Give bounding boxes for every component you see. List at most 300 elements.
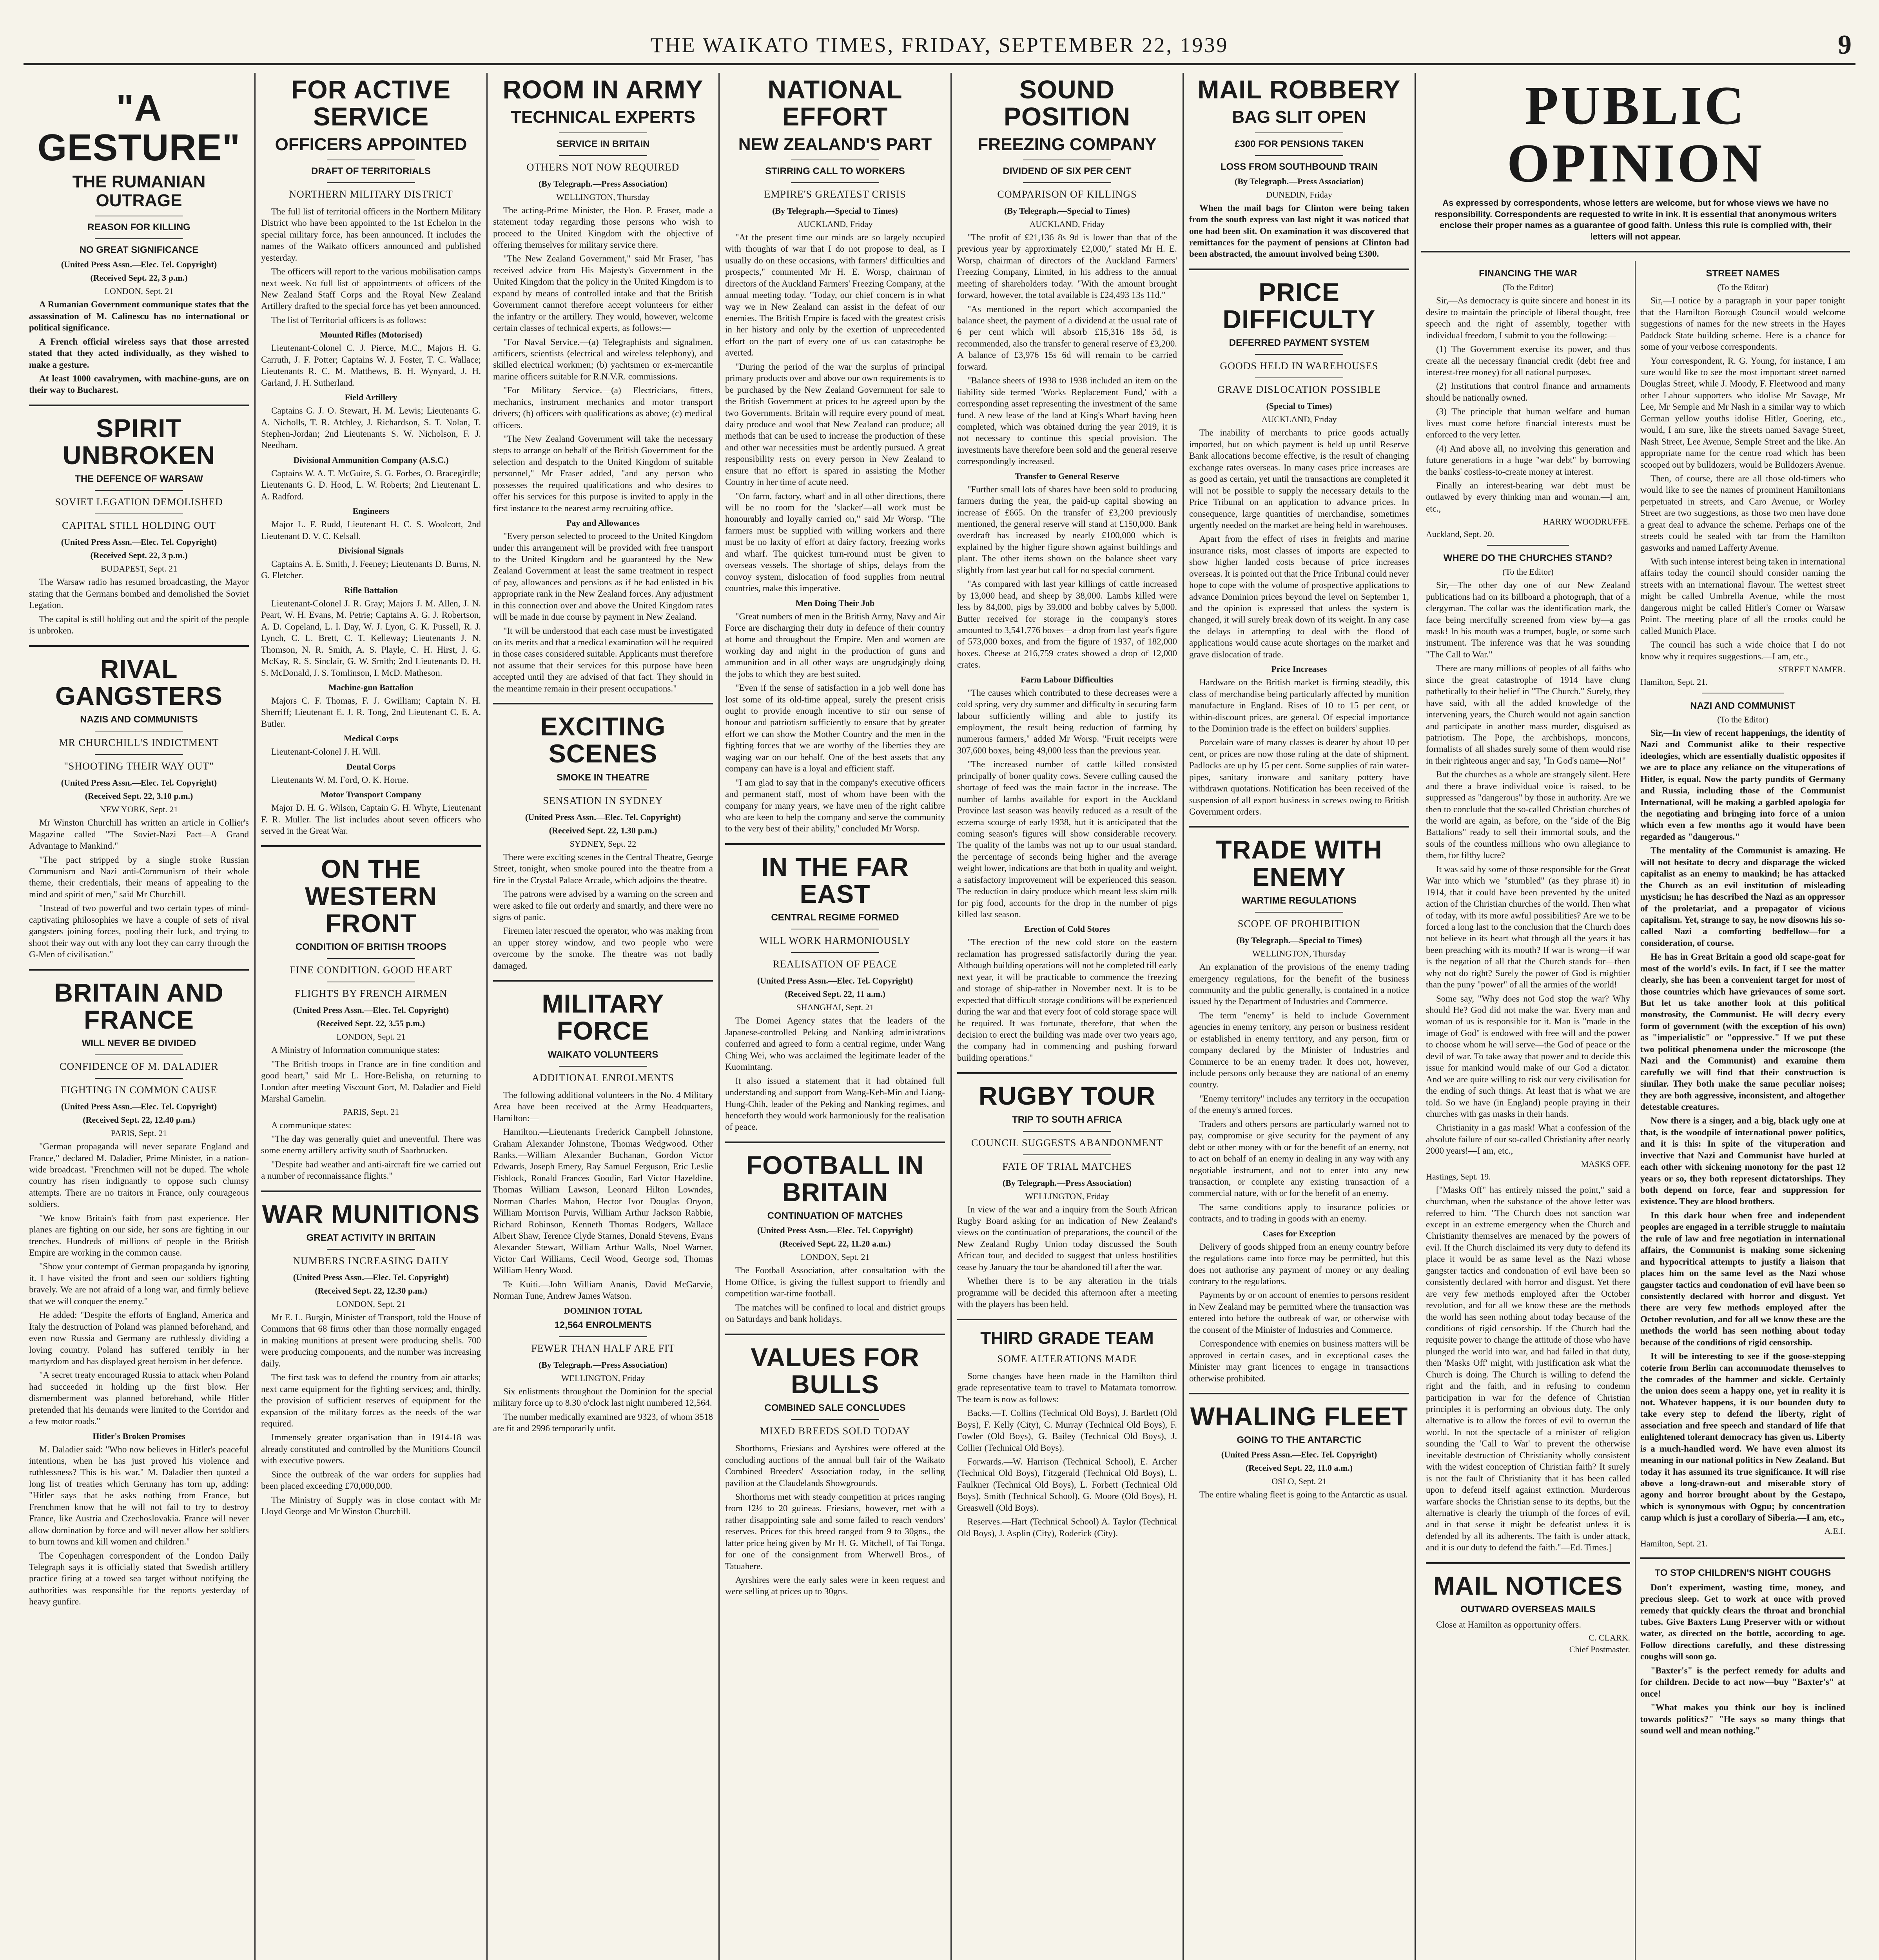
credit: (By Telegraph.—Press Association) xyxy=(1234,176,1364,186)
crosshead: Divisional Ammunition Company (A.S.C.) xyxy=(293,455,449,465)
headline-mail-notices: MAIL NOTICES xyxy=(1433,1571,1623,1600)
credit: (United Press Assn.—Elec. Tel. Copyright) xyxy=(293,1272,449,1283)
crosshead: Dental Corps xyxy=(346,761,396,771)
crosshead: Pay and Allowances xyxy=(566,518,640,528)
deck: LOSS FROM SOUTHBOUND TRAIN xyxy=(1220,161,1378,172)
crosshead: Transfer to General Reserve xyxy=(1015,471,1119,481)
crosshead: Cases for Exception xyxy=(1262,1228,1336,1238)
deck: ADDITIONAL ENROLMENTS xyxy=(531,1072,675,1083)
paragraph: The matches will be confined to local and district groups on Saturdays and bank holidays. xyxy=(725,1302,945,1324)
public-opinion-title: PUBLIC OPINION xyxy=(1507,75,1765,194)
received: (Received Sept. 22, 3 p.m.) xyxy=(90,550,188,561)
paragraph: An explanation of the provisions of the enemy trading emergency regulations, for the benefit of the business community and the public generally, is contained in a notice issued by the Department of Industries and Commerce. xyxy=(1189,962,1409,1007)
paragraph: "Enemy territory" includes any territory in the occupation of the enemy's armed forces. xyxy=(1189,1093,1409,1115)
paragraph: It also issued a statement that it had obtained full understanding and support from Wang-Keh-Min and Liang-Hung-Chih, leader of the Peking and Nanking regimes, and henceforth they would work harmoniously for the realisation of peace. xyxy=(725,1076,945,1132)
paragraph: Hardware on the British market is firming steadily, this class of merchandise being particularly affected by munition manufacture in England. Rises of 10 to 15 per cent, or within-discount prices, are general. Of especial importance to the Dominion trade is the effect on builders' supplies. xyxy=(1189,677,1409,733)
paragraph: Major D. H. G. Wilson, Captain G. H. Whyte, Lieutenant F. R. Muller. The list includes about seven officers who served in the Great War. xyxy=(261,803,481,836)
advert-paragraph: "Baxter's" is the perfect remedy for adults and for children. Decide to act now—buy "Baxter's" at once! xyxy=(1640,1665,1845,1699)
paragraph: Traders and others persons are particularly warned not to pay, compromise or give security for the payment of any debt or other money with or for the benefit of an enemy, not to act on behalf of an enemy in dealing in any way with any negotiable instrument, and not to enter into any new transaction, or complete any existing transaction of a commercial nature, with or for the benefit of an enemy. xyxy=(1189,1119,1409,1198)
paragraph: (4) And above all, no involving this generation and future generations in a huge "war debt" by borrowing the banks' costless-to-create money at interest. xyxy=(1426,443,1630,477)
paragraph: Lieutenant-Colonel J. H. Will. xyxy=(271,747,381,757)
headline-military-force: MILITARY FORCE xyxy=(542,989,664,1045)
divider xyxy=(1255,132,1343,133)
deck: GREAT ACTIVITY IN BRITAIN xyxy=(306,1232,436,1243)
divider xyxy=(327,182,415,183)
paragraph: The entire whaling fleet is going to the Antarctic as usual. xyxy=(1199,1490,1408,1500)
deck: GOING TO THE ANTARCTIC xyxy=(1237,1435,1362,1446)
letter-salutation: (To the Editor) xyxy=(1717,714,1768,724)
paragraph: "As mentioned in the report which accompanied the balance sheet, the payment of a dividend at the usual rate of 6 per cent which will absorb £15,316 18s 5d, is recommended, also the transfer to general reserve of £3,200. A balance of £3,976 15s 6d will remain to be carried forward. xyxy=(957,304,1177,372)
divider xyxy=(327,1249,415,1250)
paragraph: There were exciting scenes in the Central Theatre, George Street, tonight, when smoke poured into the theatre from a fire in the Crystal Palace Arcade, which adjoins the theatre. xyxy=(493,852,713,885)
dateline: SHANGHAI, Sept. 21 xyxy=(796,1002,874,1013)
paragraph: "For Military Service.—(a) Electricians, fitters, mechanics, instrument mechanics and motor transport drivers; (b) officers with qualifications as above; (c) medical officers. xyxy=(493,385,713,430)
divider xyxy=(1023,1131,1111,1132)
deck: NAZIS AND COMMUNISTS xyxy=(80,714,198,725)
paragraph: Captains W. A. T. McGuire, S. G. Forbes, O. Bracegirdle; Lieutenants G. D. Hood, L. W. Roberts; 2nd Lieutenant L. A. Radford. xyxy=(261,468,481,501)
paragraph: Some changes have been made in the Hamilton third grade representative team to travel to Matamata tomorrow. The team is now as follows: xyxy=(957,1371,1177,1404)
paragraph: Majors C. F. Thomas, F. J. Gwilliam; Captain N. H. Sherriff; Lieutenant E. J. R. Tong, 2nd Lieutenant C. E. A. Butler. xyxy=(261,695,481,729)
advert-paragraph: Don't experiment, wasting time, money, and precious sleep. Get to work at once with proved remedy that quickly clears the throat and bronchial tubes. Give Baxters Lung Preserver with or without water, as directed on the bottle, according to age. Follow directions carefully, and these distressing coughs will soon go. xyxy=(1640,1582,1845,1662)
paragraph: The following additional volunteers in the No. 4 Military Area have been received at the Army Headquarters, Hamilton:— xyxy=(493,1090,713,1123)
headline-football-in-britain: FOOTBALL IN BRITAIN xyxy=(746,1150,924,1207)
dateline: NEW YORK, Sept. 21 xyxy=(100,804,178,815)
deck: STIRRING CALL TO WORKERS xyxy=(765,165,905,176)
paragraph: At least 1000 cavalrymen, with machine-guns, are on their way to Bucharest. xyxy=(29,374,249,395)
column-public-opinion xyxy=(1416,73,1855,1960)
dateline: LONDON, Sept. 21 xyxy=(336,1299,406,1309)
paragraph: Major L. F. Rudd, Lieutenant H. C. S. Woolcott, 2nd Lieutenant D. V. C. Kelsall. xyxy=(261,519,481,541)
paragraph: The Copenhagen correspondent of the London Daily Telegraph says it is officially stated that Swedish artillery practice firing at a towed sea target without notifying the authorities was responsible for the reports yesterday of heavy gunfire. xyxy=(29,1550,249,1607)
paragraph: The patrons were advised by a warning on the screen and were asked to file out orderly and smartly, and there were no signs of panic. xyxy=(493,889,713,922)
deck: CONTINUATION OF MATCHES xyxy=(767,1210,903,1221)
deck: THE DEFENCE OF WARSAW xyxy=(75,474,203,485)
paragraph: He added: "Despite the efforts of England, America and Italy the destruction of Poland was planned beforehand, and even now Russia and Germany are ruthlessly dividing a loving country. Poland has suffered terribly in her martyrdom and has displayed great heroism in her defence. xyxy=(29,1310,249,1366)
deck: SCOPE OF PROHIBITION xyxy=(1237,918,1361,930)
column-5 xyxy=(952,73,1184,1960)
paragraph: Lieutenant-Colonel J. R. Gray; Majors J. M. Allen, J. N. Peart, W. H. Evans, M. Petrie; Captains A. G. J. Robertson, A. D. Copeland, L. I. Day, W. J. Lyon, G. K. Pussell, R. J. Lynch, C. L. Brett, C. T. Kelleway; Lieutenants J. N. Thomson, N. R. Smith, A. S. Playle, C. H. Hirst, J. G. McKay, R. S. Sinclair, G. W. Smith; 2nd Lieutenants D. H. S. McDonald, J. S. Tomlinson, I. McD. Matheson. xyxy=(261,598,481,678)
paragraph: Christianity in a gas mask! What a confession of the absolute failure of our so-called Christianity after nearly 2000 years!—I am, etc., xyxy=(1426,1123,1630,1156)
credit: (By Telegraph.—Special to Times) xyxy=(1004,205,1130,216)
paragraph: "The causes which contributed to these decreases were a cold spring, very dry summer and difficulty in securing farm labour sufficiently willing and able to justify its employment, the result being reduction of farming by numerous farmers," added Mr Worsp. "Fruit receipts were 307,600 boxes, being 49,000 less than the previous year. xyxy=(957,688,1177,755)
paragraph: Sir,—As democracy is quite sincere and honest in its desire to maintain the principle of liberal thought, free speech and the right of assembly, together with individual freedom, I submit to you the following:— xyxy=(1426,296,1630,340)
subhead: THE RUMANIAN OUTRAGE xyxy=(72,172,206,210)
crosshead: Price Increases xyxy=(1271,664,1327,674)
paragraph: Captains A. E. Smith, J. Feeney; Lieutenants D. Burns, N. G. Fletcher. xyxy=(261,559,481,581)
deck: WARTIME REGULATIONS xyxy=(1242,895,1357,906)
deck: GOODS HELD IN WAREHOUSES xyxy=(1220,360,1378,372)
credit: (United Press Assn.—Elec. Tel. Copyright) xyxy=(757,1225,913,1236)
received: (Received Sept. 22, 12.40 p.m.) xyxy=(83,1115,195,1125)
divider xyxy=(791,182,879,183)
dateline: OSLO, Sept. 21 xyxy=(1271,1476,1327,1486)
divider xyxy=(1023,1154,1111,1155)
headline-for-active-service: FOR ACTIVE SERVICE xyxy=(291,75,451,131)
paragraph: "Even if the sense of satisfaction in a job well done has lost some of its old-time appeal, surely the present crisis ought to provide enough incentive to stir our sense of honour and patriotism sufficiently to ensure that by greater effort we can show the Mother Country and the men in the fighting forces that we are worthy of the liberties they are waging war on our behalf. One of the best assets that any company can have is a loyal and efficient staff. xyxy=(725,683,945,774)
deck: COMBINED SALE CONCLUDES xyxy=(764,1403,906,1414)
deck: FINE CONDITION. GOOD HEART xyxy=(290,964,452,976)
section-divider xyxy=(29,645,249,647)
column-1 xyxy=(24,73,256,1960)
deck: FATE OF TRIAL MATCHES xyxy=(1002,1160,1132,1172)
deck: CAPITAL STILL HOLDING OUT xyxy=(62,520,216,532)
credit: (United Press Assn.—Elec. Tel. Copyright) xyxy=(61,778,217,788)
deck: WAIKATO VOLUNTEERS xyxy=(548,1049,658,1060)
mail-signature-title: Chief Postmaster. xyxy=(1569,1644,1630,1655)
divider xyxy=(95,238,183,239)
deck: CONFIDENCE OF M. DALADIER xyxy=(60,1061,218,1073)
paragraph: "The day was generally quiet and uneventful. There was some enemy artillery activity south of Saarbrucken. xyxy=(261,1134,481,1156)
paragraph: (1) The Government exercise its power, and thus create all the necessary financial credit (debt free and interest-free money) for all national purposes. xyxy=(1426,344,1630,377)
mail-signature: C. CLARK. xyxy=(1589,1633,1630,1643)
paragraph: "German propaganda will never separate England and France," declared M. Daladier, Prime Minister, in a nation-wide broadcast. "Frenchmen will not be duped. The whole country has risen indignantly to oppose such clumsy attempts. There are no traitors in France, only courageous soldiers. xyxy=(29,1142,249,1209)
letter-headline: WHERE DO THE CHURCHES STAND? xyxy=(1443,553,1613,564)
dateline: PARIS, Sept. 21 xyxy=(343,1107,399,1117)
public-opinion-intro: As expressed by correspondents, whose letters are welcome, but for whose views we have no responsibility. Correspondents are requested to write in ink. It is essential that anonymous writers enclose their proper names as a guarantee of good faith. Unless this rule is complied with, their letters will not appear. xyxy=(1434,198,1837,241)
deck: FIGHTING IN COMMON CAUSE xyxy=(61,1084,217,1096)
paragraph: Captains G. J. O. Stewart, H. M. Lewis; Lieutenants G. A. Nicholls, T. R. Atchley, J. Richardson, S. T. Nolan, T. Stephen-Jordan; 2nd Lieutenants S. W. Nicholson, F. J. Needham. xyxy=(261,406,481,450)
headline-trade-with-enemy: TRADE WITH ENEMY xyxy=(1216,835,1382,891)
received: (Received Sept. 22, 11 a.m.) xyxy=(785,989,885,999)
paragraph: "Instead of two powerful and two certain types of mind-captivating philosophies we have a couple of sets of rival gangsters joining forces, pooling their luck, and trying to shoot their way out with any loot they can carry through the G-Men of civilisation." xyxy=(29,903,249,960)
headline-a-gesture: "A GESTURE" xyxy=(37,87,241,169)
divider xyxy=(1255,155,1343,156)
received: (Received Sept. 22, 3.10 p.m.) xyxy=(85,791,193,801)
paragraph: The first task was to defend the country from air attacks; next came equipment for the fighting services; and, thirdly, the provision of sufficient reserves of equipment for the expansion of the military forces as the needs of the war required. xyxy=(261,1372,481,1428)
paragraph: Now there is a singer, and a big, black ugly one at that, is the woodpile of international power politics, and it is this: In spite of the vituperation and invective that Nazi and Communist have hurled at each other with sickening monotony for the past 12 years or so, they both represent dictatorships. They both depend on force, fear and suppression for existence. They are blood brothers. xyxy=(1640,1116,1845,1207)
paragraph: A Ministry of Information communique states: xyxy=(271,1045,440,1055)
headline-mail-robbery: MAIL ROBBERY xyxy=(1197,75,1401,104)
letter-signature: MASKS OFF. xyxy=(1581,1159,1630,1169)
paragraph: The Ministry of Supply was in close contact with Mr Lloyd George and Mr Winston Churchill. xyxy=(261,1495,481,1517)
paragraph: Then, of course, there are all those old-timers who would like to see the names of prominent Hamiltonians perpetuated in streets, and Caro Avenue, or Worley Street are two suggestions, as those two men have done a great deal to advance the scheme. Perhaps one of the streets could be sealed with tar from the Hamilton gasworks and named Lafferty Avenue. xyxy=(1640,473,1845,553)
paragraph: A communique states: xyxy=(271,1120,352,1130)
crosshead: Rifle Battalion xyxy=(344,585,398,595)
deck: OUTWARD OVERSEAS MAILS xyxy=(1460,1604,1596,1615)
deck: MR CHURCHILL'S INDICTMENT xyxy=(59,737,219,749)
crosshead: Medical Corps xyxy=(344,733,398,744)
section-divider xyxy=(493,980,713,982)
paragraph: Sir,—I notice by a paragraph in your paper tonight that the Hamilton Borough Council would welcome suggestions of names for the new streets in the Hayes Paddock State building scheme. Here is a chance for some of your verbose correspondents. xyxy=(1640,296,1845,352)
paragraph: Porcelain ware of many classes is dearer by about 10 per cent, or prices are now those ruling at the date of shipment. Padlocks are up by 15 per cent. Some supplies of rain water-pipes, sanitary ironware and sanitary pottery have withdrawn quotations. Notification has been received of the suspension of all export business in screws owing to British Government orders. xyxy=(1189,737,1409,817)
deck: TRIP TO SOUTH AFRICA xyxy=(1012,1114,1122,1125)
divider xyxy=(95,1054,183,1055)
deck: DEFERRED PAYMENT SYSTEM xyxy=(1229,338,1369,348)
divider xyxy=(559,1336,647,1337)
joke-paragraph: "What makes you think our boy is inclined towards politics?" "He says so many things that sound well and mean nothing." xyxy=(1640,1702,1845,1735)
deck: SMOKE IN THEATRE xyxy=(557,772,649,783)
letter-signature: HARRY WOODRUFFE. xyxy=(1543,517,1630,527)
deck: OTHERS NOT NOW REQUIRED xyxy=(526,161,680,173)
paragraph: "During the period of the war the surplus of principal primary products over and above our own requirements is to be purchased by the New Zealand Government for sale to the British Government at prices to be agreed upon by the two Governments. Britain will require every pound of meat, dairy produce and wool that New Zealand can produce; all methods that can be used to increase the production of these and other war necessities must be ardently pursued. A great responsibility rests on every person in New Zealand to ensure that no effort is spared in assisting the Mother Country in her time of acute need. xyxy=(725,361,945,487)
crosshead: Erection of Cold Stores xyxy=(1024,924,1110,934)
paragraph: A French official wireless says that those arrested stated that they acted individually, as they wished to make a gesture. xyxy=(29,336,249,370)
paragraph: "For Naval Service.—(a) Telegraphists and signalmen, artificers, scientists (electrical and wireless telephony), and skilled electrical workmen; (b) yachtsmen or ex-mercantile marine officers suitable for R.N.V.R. commissions. xyxy=(493,337,713,381)
paragraph: "Great numbers of men in the British Army, Navy and Air Force are discharging their duty in defence of their country at home and throughout the Empire. Men and women are working day and night in the production of guns and ammunition and in all other ways are ungrudgingly doing the jobs to which they are best suited. xyxy=(725,611,945,679)
divider xyxy=(1023,182,1111,183)
divider xyxy=(327,958,415,959)
divider xyxy=(559,155,647,156)
received: (Received Sept. 22, 1.30 p.m.) xyxy=(549,825,657,835)
paragraph: Since the outbreak of the war orders for supplies had been placed exceeding £70,000,000. xyxy=(261,1469,481,1491)
deck: COMPARISON OF KILLINGS xyxy=(997,188,1137,200)
divider xyxy=(1255,377,1343,378)
crosshead: Men Doing Their Job xyxy=(795,598,875,608)
deck: NUMBERS INCREASING DAILY xyxy=(293,1255,449,1267)
headline-rugby-tour: RUGBY TOUR xyxy=(978,1081,1156,1111)
section-divider xyxy=(725,1142,945,1143)
letter-place: Auckland, Sept. 20. xyxy=(1426,529,1494,539)
headline-third-grade-team: THIRD GRADE TEAM xyxy=(980,1328,1154,1348)
paragraph: (3) The principle that human welfare and human lives must come before financial interests must be enforced to the very letter. xyxy=(1426,407,1630,440)
dateline: LONDON, Sept. 21 xyxy=(336,1032,406,1042)
dateline: AUCKLAND, Friday xyxy=(797,219,873,229)
letter-salutation: (To the Editor) xyxy=(1717,282,1768,292)
column-6 xyxy=(1184,73,1416,1960)
deck: WILL WORK HARMONIOUSLY xyxy=(759,935,911,947)
section-divider xyxy=(1640,1557,1845,1559)
received: (Received Sept. 22, 3.55 p.m.) xyxy=(317,1018,425,1029)
paragraph: Whether there is to be any alteration in the trials programme will be decided this afternoon after a meeting with the players has been held. xyxy=(957,1276,1177,1309)
deck: DRAFT OF TERRITORIALS xyxy=(311,165,431,176)
deck: FLIGHTS BY FRENCH AIRMEN xyxy=(294,988,448,1000)
headline-national-effort: NATIONAL EFFORT xyxy=(767,75,903,131)
paragraph: "The British troops in France are in fine condition and good heart," said Mr L. Hore-Belisha, on returning to London after meeting Viscount Gort, M. Daladier and Field Marshal Gamelin. xyxy=(261,1059,481,1104)
crosshead: DOMINION TOTAL xyxy=(564,1305,642,1316)
letter-signature: A.E.I. xyxy=(1824,1526,1845,1536)
paragraph: "As compared with last year killings of cattle increased by 13,000 head, and sheep by 38,000. Lambs killed were less by 84,000, pigs by 39,000 and bobby calves by 5,000. Butter received for storage in the company's stores amounted to 3,541,776 boxes—a drop from last year's figure of 573,000 boxes, and from the figure of 1937, of 182,000 boxes. Cheese at 216,759 crates showed a drop of 12,000 crates. xyxy=(957,579,1177,670)
paragraph: "The pact stripped by a single stroke Russian Communism and Nazi anti-Communism of their whole theme, their credentials, their means of appealing to the mind and spirit of men," said Mr Churchill. xyxy=(29,855,249,899)
headline-western-front: ON THE WESTERN FRONT xyxy=(305,854,437,938)
divider xyxy=(559,1066,647,1067)
deck: REASON FOR KILLING xyxy=(87,222,190,233)
subhead: TECHNICAL EXPERTS xyxy=(510,107,696,127)
paragraph: The Warsaw radio has resumed broadcasting, the Mayor stating that the Germans bombed and demolished the Soviet Legation. xyxy=(29,577,249,610)
credit: (United Press Assn.—Elec. Tel. Copyright) xyxy=(757,976,913,986)
credit: (United Press Assn.—Elec. Tel. Copyright) xyxy=(61,260,217,270)
deck: CONDITION OF BRITISH TROOPS xyxy=(295,942,447,953)
column-2 xyxy=(256,73,488,1960)
paragraph: With such intense interest being taken in international affairs today the council should consider naming the streets with an international flavour. The wettest street might be called Umbrella Avenue, while the most dangerous might be called Hitler's Corner or Warsaw Point. The meeting place of all the crooks could be called Munich Place. xyxy=(1640,557,1845,636)
paragraph: It was said by some of those responsible for the Great War into which we "stumbled" (as they phrase it) in 1914, that it could have been prevented by the united action of the Christian churches of the world. Then what of today, with its more awful possibilities? Are we to be forced a long last to the conclusion that the Church does not believe in its heart what through all the years it has been preaching with its mouth? If war is wrong—if war is the negation of all that the Church stands for—then why not do right? Surely the power of God is mightier than the puny "power" of all the armies of the world! xyxy=(1426,864,1630,990)
credit: (By Telegraph.—Press Association) xyxy=(538,1359,667,1370)
page-number: 9 xyxy=(1838,30,1852,60)
section-divider xyxy=(1189,826,1409,828)
paragraph: The same conditions apply to insurance policies or contracts, and to trading in goods with an enemy. xyxy=(1189,1202,1409,1224)
paragraph: Finally an interest-bearing war debt must be outlawed by every thinking man and woman.—I am, etc., xyxy=(1426,480,1630,514)
paragraph: Close at Hamilton as opportunity offers. xyxy=(1436,1619,1582,1630)
credit: (United Press Assn.—Elec. Tel. Copyright) xyxy=(1221,1450,1377,1460)
divider xyxy=(95,1078,183,1079)
masthead xyxy=(24,27,1855,65)
paragraph: "The New Zealand Government," said Mr Fraser, "has received advice from His Majesty's Government in the United Kingdom that the policy in the United Kingdom is to expand by means of controlled intake and that the British Government cannot therefore accept volunteers for either the infantry or the artillery. They would, however, welcome certain classes of technical experts, as follows:— xyxy=(493,254,713,333)
paragraph: "We know Britain's faith from past experience. Her planes are fighting on our side, her sons are fighting in our trenches. Hundreds of millions of people in the British Empire are working in the common cause. xyxy=(29,1213,249,1258)
dateline: LONDON, Sept. 21 xyxy=(104,286,174,296)
column-4 xyxy=(720,73,952,1960)
letter-place: Hamilton, Sept. 21. xyxy=(1640,677,1708,687)
paragraph: "I am glad to say that in the company's executive officers and permanent staff, most of whom have been with the company for many years, we have men of the right calibre who are keen to help the company and serve the community to the very best of their ability," concluded Mr Worsp. xyxy=(725,777,945,834)
dateline: WELLINGTON, Thursday xyxy=(556,192,650,202)
paragraph: "Every person selected to proceed to the United Kingdom under this arrangement will be provided with free transport to the United Kingdom and be guaranteed by the New Zealand Government at least the same treatment in respect of pay, allowances and pensions as if he had enlisted in his appropriate rank in the New Zealand forces. Any adjustment in this connection over and above the United Kingdom rates will be made in due course by payment in New Zealand. xyxy=(493,531,713,622)
section-divider xyxy=(1189,1393,1409,1394)
paragraph: Firemen later rescued the operator, who was making from an upper storey window, and two people who were overcome by the smoke. The theatre was not badly damaged. xyxy=(493,926,713,971)
paragraph: Lieutenants W. M. Ford, O. K. Horne. xyxy=(271,775,409,785)
section-divider xyxy=(261,1191,481,1192)
deck: WILL NEVER BE DIVIDED xyxy=(82,1038,196,1049)
received: (Received Sept. 22, 11.0 a.m.) xyxy=(1245,1463,1353,1473)
letter-salutation: (To the Editor) xyxy=(1502,282,1554,292)
letter-headline: FINANCING THE WAR xyxy=(1479,268,1577,279)
subhead: OFFICERS APPOINTED xyxy=(275,134,467,154)
paragraph: Shorthorns met with steady competition at prices ranging from 12½ to 20 guineas. Friesians, however, met with a rather disappointing sale and some failed to reach vendors' reserves. Prices for this breed ranged from 9 to 30gns., the latter price being given by Mr H. G. Mitchell, of Tai Tonga, for one of the consignment from Wherwell Bros., of Tatuahere. xyxy=(725,1492,945,1571)
deck: COUNCIL SUGGESTS ABANDONMENT xyxy=(971,1137,1163,1149)
letter-headline: NAZI AND COMMUNIST xyxy=(1690,700,1796,711)
deck: REALISATION OF PEACE xyxy=(773,958,898,970)
section-divider xyxy=(29,969,249,971)
dateline: WELLINGTON, Friday xyxy=(561,1373,645,1383)
deck: CENTRAL REGIME FORMED xyxy=(771,912,899,923)
letter-signature: STREET NAMER. xyxy=(1778,664,1845,674)
paragraph: Your correspondent, R. G. Young, for instance, I am sure would like to see the most important street named Douglas Street, while J. Moody, F. Fleetwood and many other Labour supporters who idolise Mr Savage, Mr Lee, Mr Semple and Mr Nash in a similar way to which German yellow youths idolise Hitler, Goering, etc., would, I am sure, like the streets named Savage Street, Nash Street, Lee Avenue, Semple Street and the like. An appropriate name for the centre road which has been scooped out by bulldozers, would be Bulldozers Avenue. xyxy=(1640,356,1845,470)
deck: £300 FOR PENSIONS TAKEN xyxy=(1235,138,1364,149)
paragraph: Payments by or on account of enemies to persons resident in New Zealand may be permitted where the transaction was entered into before the outbreak of war, or otherwise with the consent of the Minister of Industries and Commerce. xyxy=(1189,1290,1409,1335)
headline-whaling-fleet: WHALING FLEET xyxy=(1190,1401,1408,1431)
credit: (United Press Assn.—Elec. Tel. Copyright) xyxy=(293,1005,449,1015)
received: (Received Sept. 22, 11.20 a.m.) xyxy=(779,1239,891,1249)
divider xyxy=(559,132,647,133)
paragraph: The list of Territorial officers is as follows: xyxy=(271,315,426,325)
deck: MIXED BREEDS SOLD TODAY xyxy=(760,1425,910,1437)
divider xyxy=(791,952,879,953)
paragraph: Delivery of goods shipped from an enemy country before the regulations came into force may be permitted, but this does not authorise any payment of money or any dealing contrary to the regulations. xyxy=(1189,1241,1409,1286)
credit: (United Press Assn.—Elec. Tel. Copyright) xyxy=(525,812,681,822)
paragraph: Some say, "Why does not God stop the war? Why should He? God did not make the war. Every man and woman of us is responsible for it. Man is "made in the image of God" is endowed with free will and the power to choose whom he will serve—the God of peace or the devil of war. To take away that power and to decide this issue for mankind would make of our God a dictator. And we are quite willing to risk our very civilisation for the ending of such things. At least that is what we are told. So we have (in England) people praying in their churches with gas masks in their hands. xyxy=(1426,993,1630,1119)
dateline: SYDNEY, Sept. 22 xyxy=(570,838,637,849)
credit: (United Press Assn.—Elec. Tel. Copyright) xyxy=(61,537,217,547)
deck: DIVIDEND OF SIX PER CENT xyxy=(1003,165,1132,176)
paragraph: The council has such a wide choice that I do not know why it requires suggestions.—I am, etc., xyxy=(1640,640,1845,661)
crosshead: Machine-gun Battalion xyxy=(328,682,414,692)
paragraph: He has in Great Britain a good old scape-goat for most of the world's evils. In fact, if I see the matter clearly, she has been a convenient target for most of those countries which have grievances of some sort. But let us take another look at this political monstrosity, the Communist. He will decry every form of government (with the exception of his own) as "imperialistic" or "oppressive." If we put these two political phenomena under the microscope (the Nazi and the Communist) and examine them carefully we will find that their construction is similar. They both make the same peculiar noises; they are both aggressive, inconsistent, and altogether detestable creatures. xyxy=(1640,952,1845,1112)
deck: SOME ALTERATIONS MADE xyxy=(997,1353,1137,1365)
headline-spirit-unbroken: SPIRIT UNBROKEN xyxy=(62,413,216,470)
crosshead: Divisional Signals xyxy=(338,546,404,556)
credit: (United Press Assn.—Elec. Tel. Copyright) xyxy=(61,1102,217,1112)
paragraph: Shorthorns, Friesians and Ayrshires were offered at the concluding auctions of the annual bull fair of the Waikato Combined Breeders' Association today, in the selling pavilion at the Claudelands Showgrounds. xyxy=(725,1443,945,1488)
crosshead: Engineers xyxy=(352,506,390,516)
column-3 xyxy=(488,73,720,1960)
paragraph: "The New Zealand Government will take the necessary steps to arrange on behalf of the British Government for the selection and despatch to the United Kingdom of suitable personnel," Mr Fraser added, "and any person who possesses the required qualifications and who desires to offer his services for this purpose is invited to apply in the first instance to the nearest army recruiting office. xyxy=(493,434,713,513)
letter-place: Hastings, Sept. 19. xyxy=(1426,1171,1491,1181)
dateline: AUCKLAND, Friday xyxy=(1261,414,1337,425)
divider xyxy=(95,490,183,491)
deck: FEWER THAN HALF ARE FIT xyxy=(531,1342,675,1354)
paragraph: "Balance sheets of 1938 to 1938 included an item on the liability side termed 'Works Replacement Fund,' with a corresponding asset representing the investment of the same fund. A new lease of the land at King's Wharf having been completed, which was obtained during the year 2019, it is not necessary to continue this special provision. The investments have therefore been sold and the general reserve correspondingly increased. xyxy=(957,376,1177,466)
headline-values-for-bulls: VALUES FOR BULLS xyxy=(751,1342,920,1399)
section-divider xyxy=(957,1319,1177,1320)
paragraph: The mentality of the Communist is amazing. He will not hesitate to decry and disparage the wicked capitalist as an enemy to mankind; he has attacked the Church as an evil institution of misleading mysticism; he has described the Nazi as an oppressor of the proletariat, and a propagator of vicious capitalism. Yet, strange to say, he now disowns his so-called Nazi a comforting bedfellow—for a consideration, of course. xyxy=(1640,846,1845,948)
letters-left-column xyxy=(1421,261,1636,1960)
headline-britain-and-france: BRITAIN AND FRANCE xyxy=(54,978,224,1034)
headline-room-in-army: ROOM IN ARMY xyxy=(502,75,704,104)
headline-sound-position: SOUND POSITION xyxy=(1003,75,1131,131)
section-divider xyxy=(1421,251,1850,252)
paragraph: "A secret treaty encouraged Russia to attack when Poland had succeeded in holding up the first blow. Her dismemberment was planned beforehand, while Hitler pretended that his demands were limited to the Corridor and a few motor roads." xyxy=(29,1370,249,1426)
dateline: PARIS, Sept. 21 xyxy=(111,1128,167,1138)
crosshead: Mounted Rifles (Motorised) xyxy=(319,330,423,340)
paragraph: Sir,—The other day one of our New Zealand publications had on its billboard a photograph, that of a clergyman. The collar was the identification mark, the face being mercifully screened from view by—a gas mask! In his mouth was a trumpet, bugle, or some such instrument. The inference was that he was sounding "The Call to War." xyxy=(1426,580,1630,659)
crosshead: Field Artillery xyxy=(345,392,397,403)
headline-war-munitions: WAR MUNITIONS xyxy=(262,1199,480,1229)
deck: NO GREAT SIGNIFICANCE xyxy=(79,245,199,256)
dateline: WELLINGTON, Friday xyxy=(1025,1191,1109,1201)
subhead: NEW ZEALAND'S PART xyxy=(738,134,932,154)
headline-price-difficulty: PRICE DIFFICULTY xyxy=(1222,277,1376,334)
paragraph: "Further small lots of shares have been sold to producing farmers during the year, the paid-up capital showing an increase of £665. On the transfer of £3,200 previously mentioned, the general reserve will stand at £150,000. Bank overdraft has increased by nearly £100,000 which is explained by the higher figure shown against buildings and plant. The other items shown on the balance sheet vary slightly from last year but call for no special comment. xyxy=(957,484,1177,575)
paragraph: Six enlistments throughout the Dominion for the special military force up to 8.30 o'clock last night numbered 12,564. xyxy=(493,1386,713,1408)
columns xyxy=(24,73,1855,1960)
divider xyxy=(1255,912,1343,913)
section-divider xyxy=(957,1072,1177,1074)
deck: SERVICE IN BRITAIN xyxy=(556,138,650,149)
credit: (By Telegraph.—Press Association) xyxy=(1002,1178,1132,1188)
section-divider xyxy=(1189,269,1409,270)
paragraph: Sir,—In view of recent happenings, the identity of Nazi and Communist alike to their respective ideologies, which are essentially dualistic opposites if we are to place any reliance on the vituperations of Hitler, is equal. Now the party pundits of Germany and Russia, including those of the Communist International, will be making a garbled apologia for the negotiating and bringing into force of a union which even a few months ago it would have been regarded as "dangerous." xyxy=(1640,728,1845,842)
subhead: BAG SLIT OPEN xyxy=(1232,107,1366,127)
advert-headline: TO STOP CHILDREN'S NIGHT COUGHS xyxy=(1654,1567,1831,1578)
divider xyxy=(791,1419,879,1420)
paragraph: "At the present time our minds are so largely occupied with thoughts of war that I do not propose to deal, as I usually do on these occasions, with farmers' difficulties and prospects," commented Mr H. E. Worsp, chairman of directors of the Auckland Farmers' Freezing Company, at the annual meeting today. "Today, our chief concern is in what way we in New Zealand can assist in the defeat of our enemies. The British Empire is faced with the greatest crisis in her history and only by the exertion of unprecedented effort on the part of every one of us can catastrophe be averted. xyxy=(725,232,945,358)
paragraph: Forwards.—W. Harrison (Technical School), E. Archer (Technical Old Boys), Fitzgerald (Technical Old Boys), L. Faulkner (Technical Old Boys), L. Forbett (Technical Old Boys), Smith (Technical School), G. Moore (Old Boys), H. Greaswell (Old Boys). xyxy=(957,1456,1177,1513)
paragraph: The term "enemy" is held to include Government agencies in enemy territory, any person or business resident or established in enemy territory, and any person, firm or company declared by the Minister of Industries and Commerce to be an enemy trader. It does not, however, include persons only because they are national of an enemy country. xyxy=(1189,1010,1409,1090)
paragraph: Reserves.—Hart (Technical School) A. Taylor (Technical Old Boys), J. Asplin (City), Roderick (City). xyxy=(957,1517,1177,1538)
paragraph: "The erection of the new cold store on the eastern reclamation has progressed satisfactorily during the year. Although building operations will not be completed till early next year, it will be practicable to commence the freezing and storage of ship-rather in November next. It is to be expected that difficult storage conditions will be experienced during the war and that every foot of cold storage space will be required. It was fortunate, therefore, that when the decision to erect the building was made over two years ago, the company had in commencing and pushing forward building operations." xyxy=(957,937,1177,1063)
paragraph: Mr E. L. Burgin, Minister of Transport, told the House of Commons that 68 firms other than those normally engaged in making munitions at present were producing shells. 700 were producing components, and the number was increasing daily. xyxy=(261,1312,481,1368)
deck: SENSATION IN SYDNEY xyxy=(543,795,663,806)
section-divider xyxy=(725,1334,945,1335)
paragraph: In view of the war and a inquiry from the South African Rugby Board asking for an indication of New Zealand's views on the continuation of preparations, the council of the New Zealand Rugby Union today discussed the South African tour, and decided to suggest that unless hostilities cease by January the tour be abandoned till after the war. xyxy=(957,1204,1177,1272)
headline-rival-gangsters: RIVAL GANGSTERS xyxy=(55,654,223,710)
dateline: AUCKLAND, Friday xyxy=(1029,219,1105,229)
paragraph: M. Daladier said: "Who now believes in Hitler's peaceful intentions, when he has just proved his violence and ruthlessness? This is his war." M. Daladier then quoted a long list of treaties which Germany has torn up, adding: "Hitler says that he asks nothing from France, but Frenchmen know that he will not fail to try to destroy France, like Austria and Czechoslovakia. France will never allow domination by force and will never allow her soldiers to burn towns and kill women and children." xyxy=(29,1444,249,1547)
paragraph: Lieutenant-Colonel C. J. Pierce, M.C., Majors H. G. Carruth, J. F. Potter; Captains W. J. Foster, T. C. Wallace; Lieutenants R. C. M. Matthews, B. H. Wynyard, J. H. Garland, J. H. Sutherland. xyxy=(261,343,481,388)
paragraph: Mr Winston Churchill has written an article in Collier's Magazine called "The Soviet-Nazi Pact—A Grand Advantage to Mankind." xyxy=(29,818,249,851)
section-divider xyxy=(493,703,713,704)
received: (Received Sept. 22, 12.30 p.m.) xyxy=(315,1286,427,1296)
credit: (By Telegraph.—Special to Times) xyxy=(772,205,898,216)
crosshead: Motor Transport Company xyxy=(321,789,421,800)
deck: "SHOOTING THEIR WAY OUT" xyxy=(64,760,214,772)
paragraph: Backs.—T. Collins (Technical Old Boys), J. Bartlett (Old Boys), F. Kelly (City), C. Murray (Technical Old Boys), F. Fowler (Old Boys), G. Bailey (Technical Old Boys), J. Collier (Technical Old Boys). xyxy=(957,1408,1177,1453)
deck: EMPIRE'S GREATEST CRISIS xyxy=(764,188,906,200)
credit: (By Telegraph.—Special to Times) xyxy=(1236,935,1362,946)
section-divider xyxy=(1426,1562,1630,1564)
paragraph: Correspondence with enemies on business matters will be approved in certain cases, and in exceptional cases the Minister may grant licences to engage in transactions otherwise prohibited. xyxy=(1189,1339,1409,1383)
paragraph: "The profit of £21,136 8s 9d is lower than that of the previous year by approximately £2,000," stated Mr H. E. Worsp, chairman of directors of the Auckland Farmers' Freezing Company, Limited, in his address to the annual meeting of shareholders today. "With the amount brought forward, however, the total available is £24,493 13s 11d." xyxy=(957,232,1177,300)
paragraph: "Despite bad weather and anti-aircraft fire we carried out a number of reconnaissance flights." xyxy=(261,1159,481,1181)
paragraph: A Rumanian Government communique states that the assassination of M. Calinescu has no international or political significance. xyxy=(29,299,249,333)
letter-place: Hamilton, Sept. 21. xyxy=(1640,1538,1708,1548)
paragraph: "On farm, factory, wharf and in all other directions, there will be no room for the 'slacker'—all work must be honourably and loyally carried on," said Mr Worsp. "The farmers must be supplied with willing workers and there must be no laxity of effort at dairy factory, freezing works and wharf. The quickest turn-round must be given to overseas vessels. The shortage of ships, delays from the convoy system, dislocation of food supplies from neutral countries, make this imperative. xyxy=(725,491,945,593)
paragraph: The full list of territorial officers in the Northern Military District who have been appointed to the 1st Echelon in the special military force, has been announced. It includes the names of the Waikato officers announced and published yesterday. xyxy=(261,206,481,263)
section-divider xyxy=(725,843,945,845)
headline-exciting-scenes: EXCITING SCENES xyxy=(540,712,666,768)
crosshead: Hitler's Broken Promises xyxy=(92,1431,185,1441)
dateline: LONDON, Sept. 21 xyxy=(800,1252,870,1262)
divider xyxy=(95,754,183,755)
dateline: DUNEDIN, Friday xyxy=(1266,189,1332,200)
letters-right-column xyxy=(1636,261,1850,1960)
